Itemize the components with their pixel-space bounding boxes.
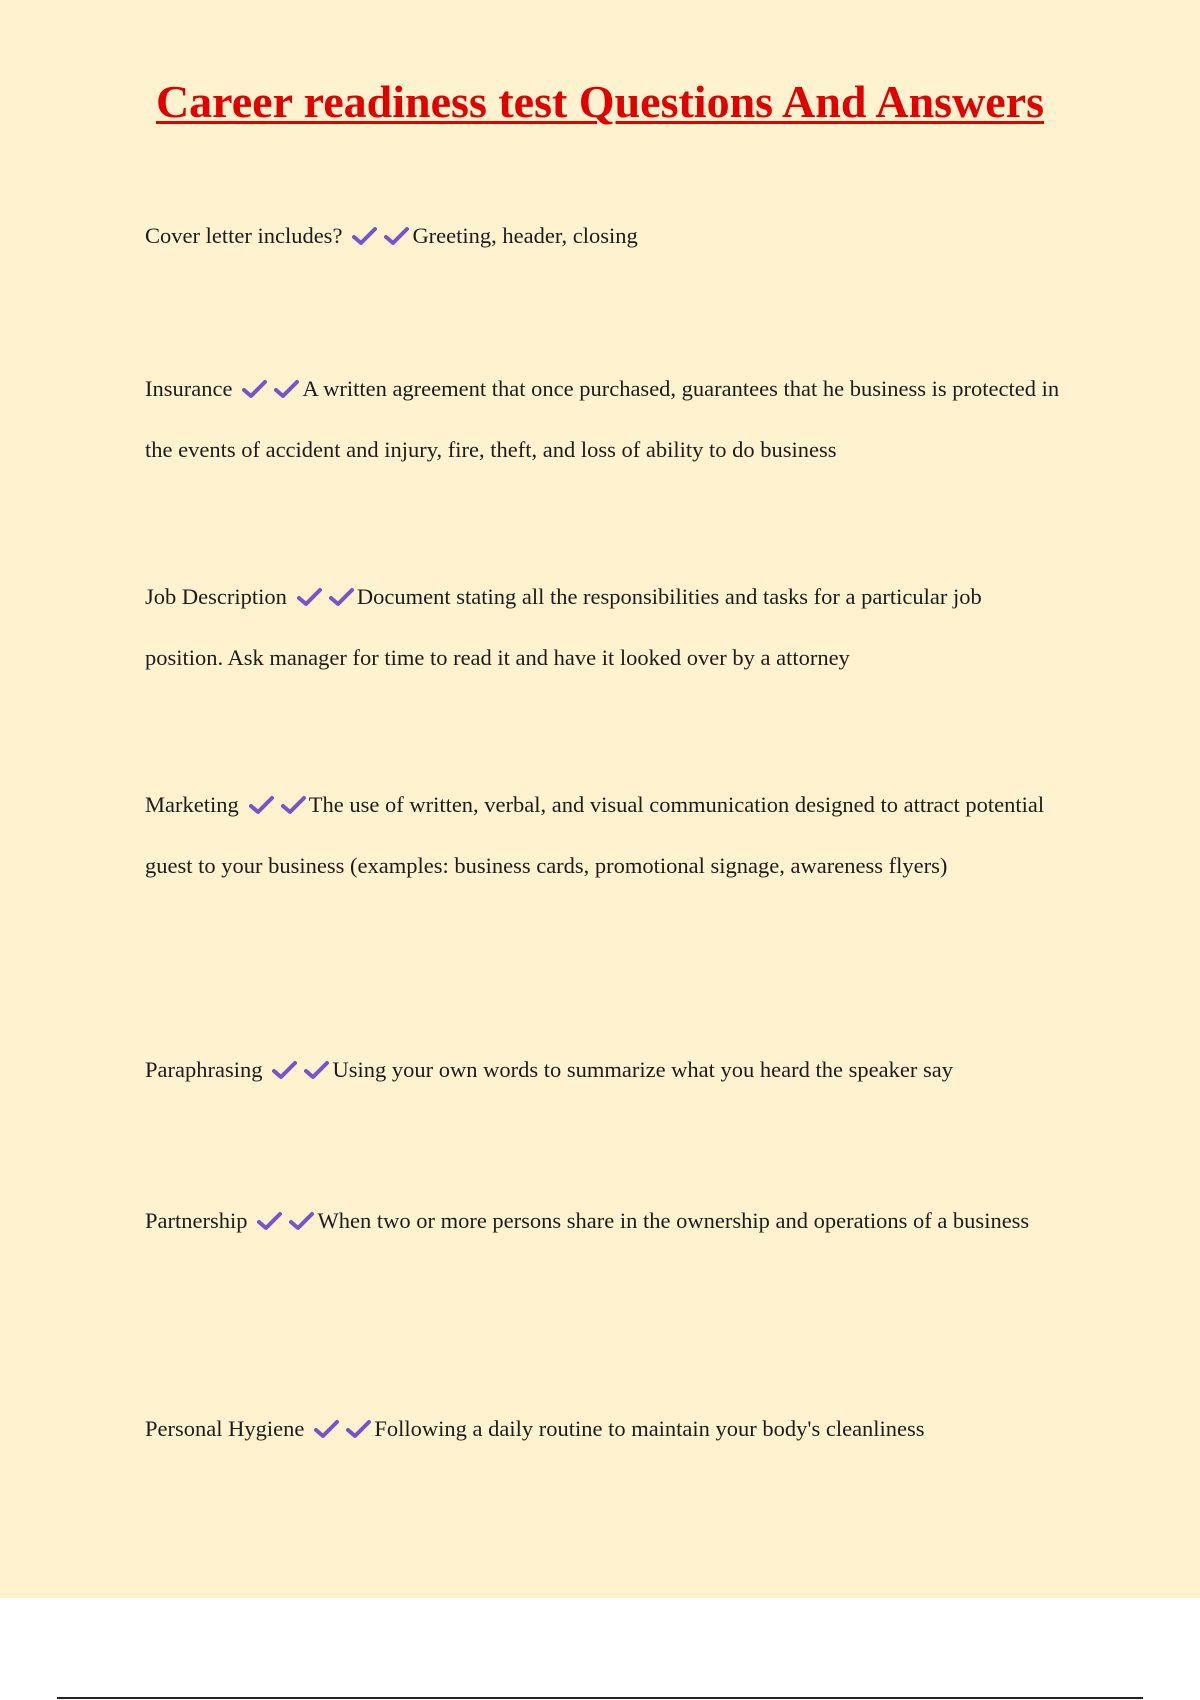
checkmark-icon <box>249 794 275 816</box>
qa-item <box>145 358 1065 480</box>
checkmark-icon <box>329 586 355 608</box>
checkmark-icon <box>304 1059 330 1081</box>
checkmark-icon <box>352 225 378 247</box>
checkmark-icon <box>314 1418 340 1440</box>
qa-item <box>145 1398 1065 1459</box>
qa-term: Personal Hygiene <box>145 1416 305 1441</box>
checkmark-icon <box>384 225 410 247</box>
document-title: Career readiness test Questions And Answers <box>155 76 1045 127</box>
checkmark-icon <box>274 378 300 400</box>
qa-answer: Greeting, header, closing <box>412 223 638 248</box>
qa-term: Partnership <box>145 1208 248 1233</box>
qa-term: Insurance <box>145 376 233 401</box>
checkmark-icon <box>289 1210 315 1232</box>
qa-item <box>145 1190 1065 1251</box>
footer-divider <box>57 1697 1143 1699</box>
checkmark-icon <box>346 1418 372 1440</box>
qa-item <box>145 205 1065 266</box>
checkmark-icon <box>297 586 323 608</box>
qa-term: Paraphrasing <box>145 1057 263 1082</box>
qa-term: Job Description <box>145 584 287 609</box>
qa-item <box>145 1039 1065 1100</box>
qa-answer: A written agreement that once purchased, guarantees that he business is protected in the events of accident and injury, fire, theft, and loss of ability to do business <box>145 376 1060 462</box>
qa-answer: When two or more persons share in the ownership and operations of a business <box>317 1208 1030 1233</box>
checkmark-icon <box>242 378 268 400</box>
qa-answer: Following a daily routine to maintain your body's cleanliness <box>374 1416 925 1441</box>
checkmark-icon <box>281 794 307 816</box>
qa-term: Marketing <box>145 792 239 817</box>
qa-item <box>145 774 1065 896</box>
qa-answer: The use of written, verbal, and visual communication designed to attract potential guest to your business (examples: business cards, promotional signage, awareness flyers) <box>145 792 1045 878</box>
qa-answer: Using your own words to summarize what you heard the speaker say <box>332 1057 953 1082</box>
qa-item <box>145 566 1065 688</box>
checkmark-icon <box>272 1059 298 1081</box>
qa-answer: Document stating all the responsibilities and tasks for a particular job position. Ask manager for time to read it and have it looked over by a attorney <box>145 584 982 670</box>
checkmark-icon <box>257 1210 283 1232</box>
qa-term: Cover letter includes? <box>145 223 343 248</box>
